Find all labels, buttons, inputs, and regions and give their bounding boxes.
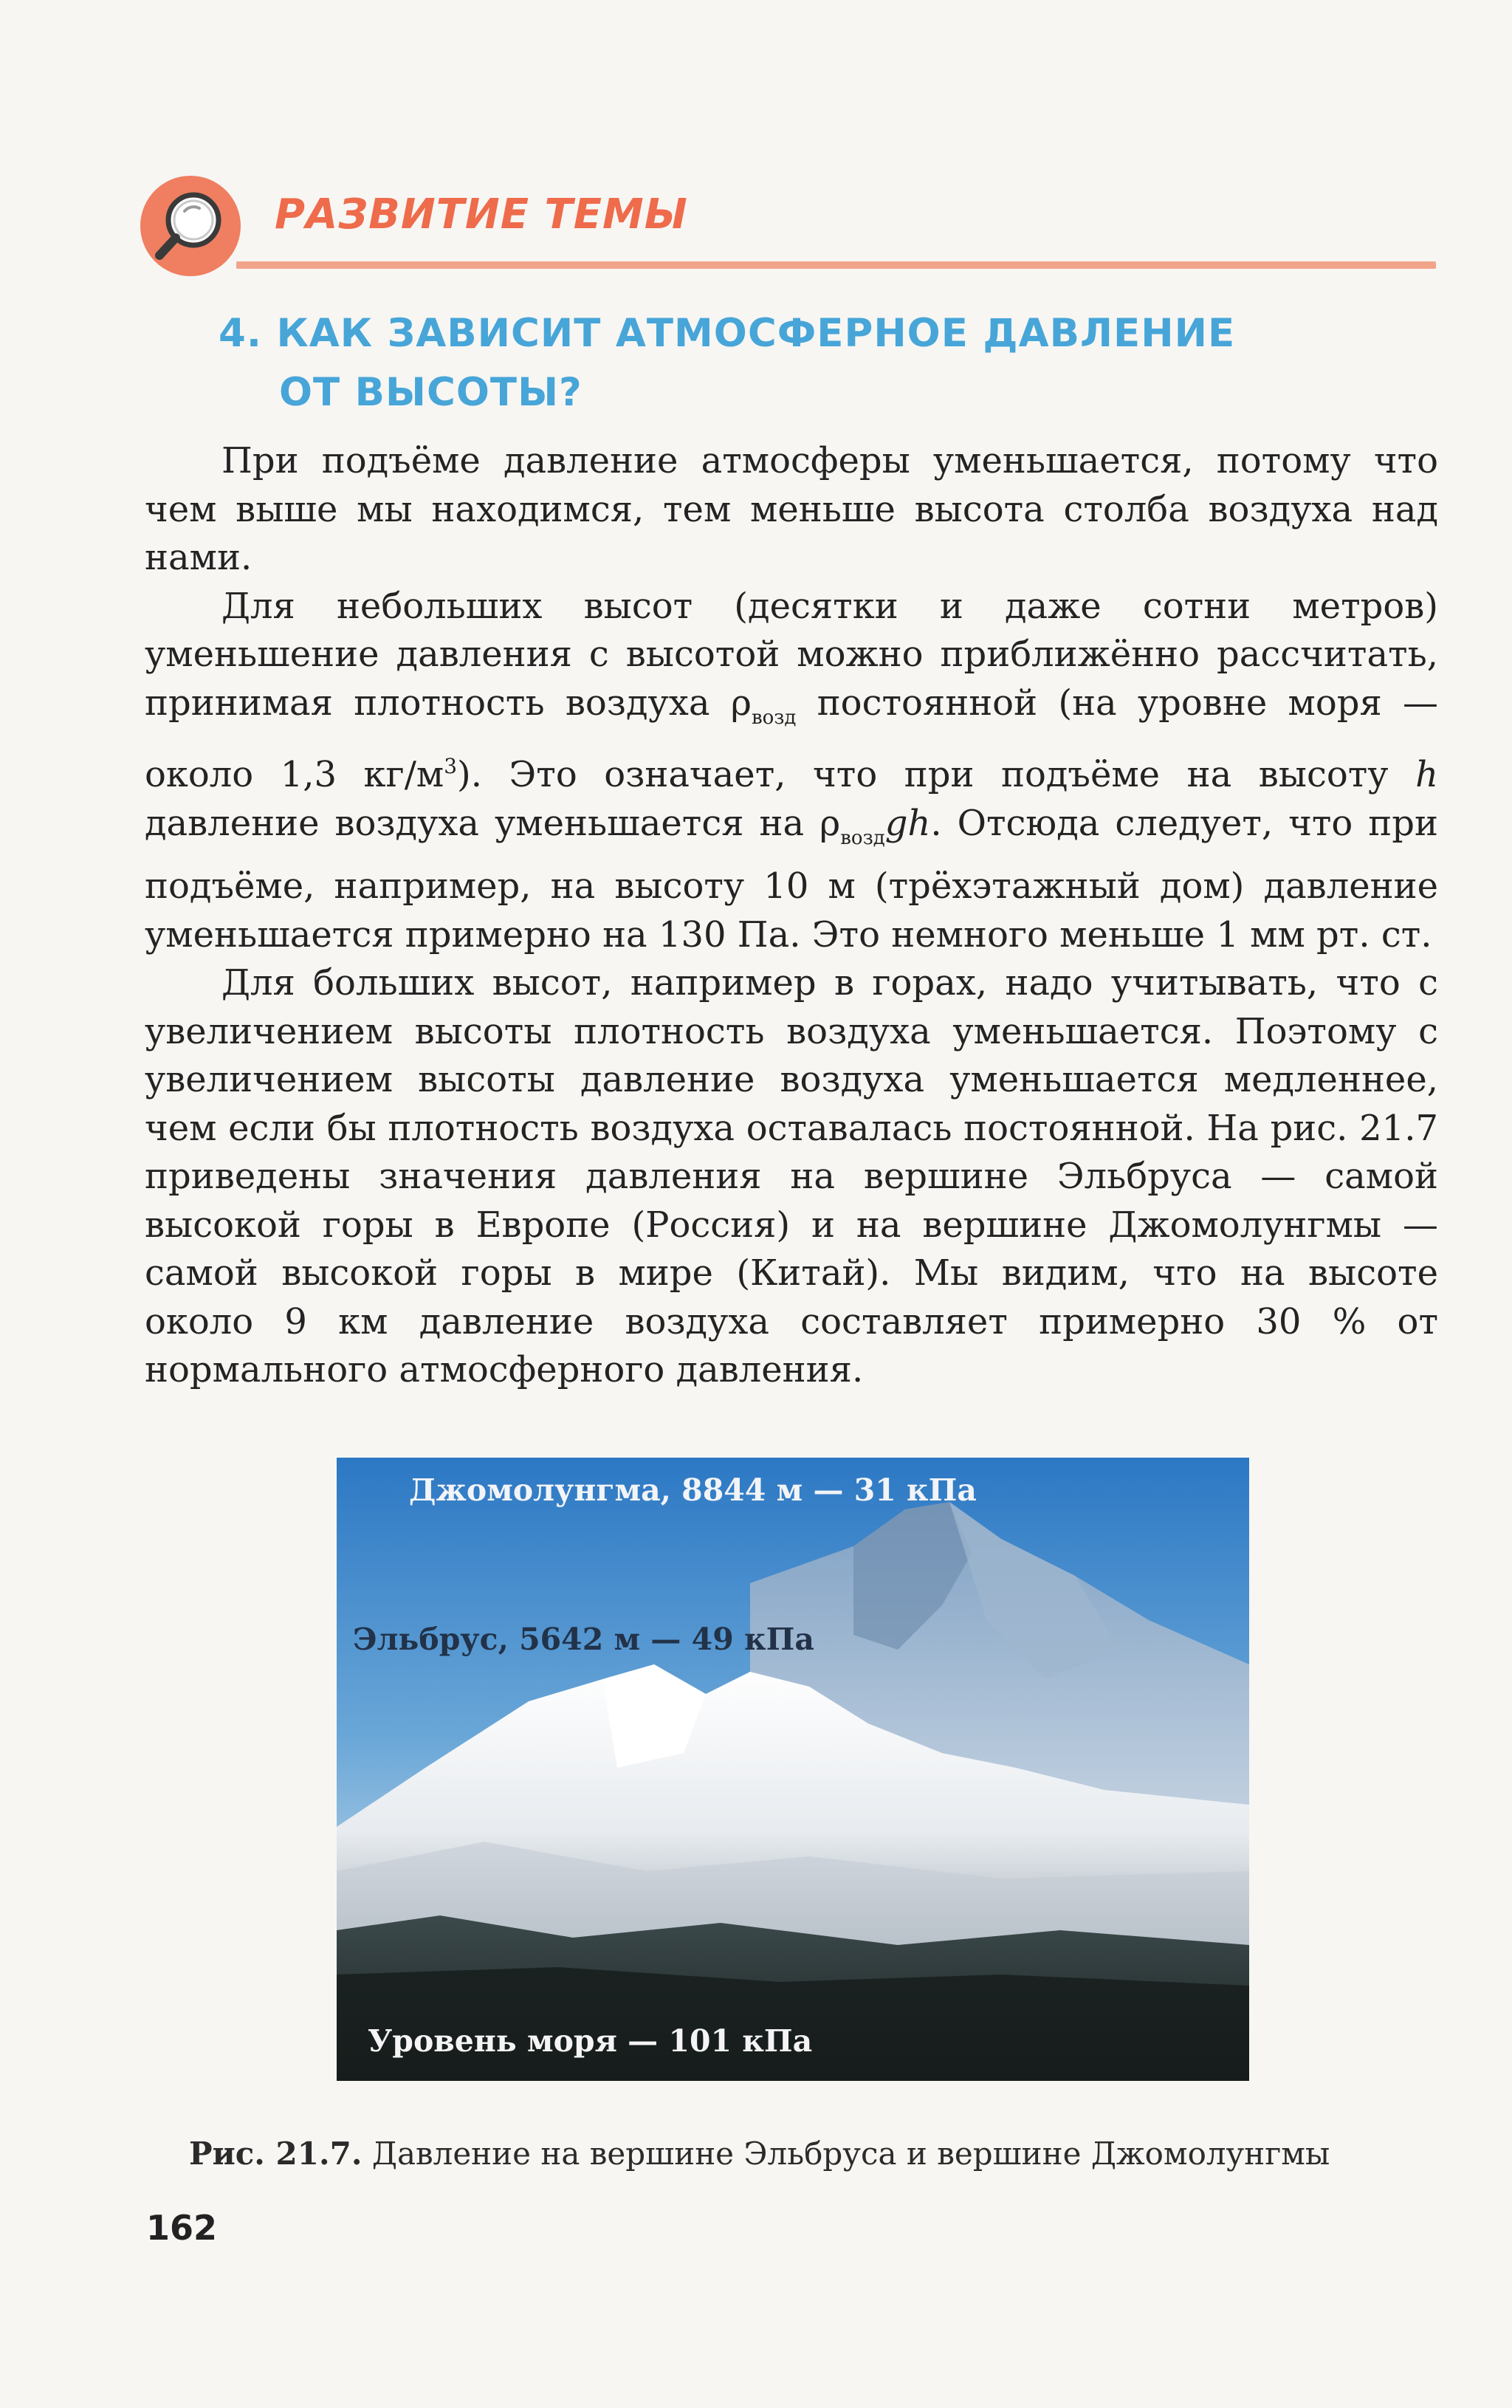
paragraph-2-part-b: постоянной (на уровне моря — около 1,3 кг/м bbox=[145, 682, 1438, 795]
subsection-heading-line1: 4. КАК ЗАВИСИТ АТМОСФЕРНОЕ ДАВЛЕНИЕ bbox=[219, 311, 1236, 356]
paragraph-1: При подъёме давление атмосферы уменьшается, потому что чем выше мы находимся, тем меньше высота столба воздуха над нами. bbox=[145, 440, 1438, 578]
paragraph-2-part-d: давление воздуха уменьшается на ρ bbox=[145, 802, 841, 844]
cube-superscript: 3 bbox=[444, 754, 458, 778]
gh-variable: gh bbox=[884, 802, 931, 844]
rho-subscript-2: возд bbox=[840, 826, 885, 849]
header-divider bbox=[236, 261, 1436, 269]
caption-number: Рис. 21.7. bbox=[189, 2136, 362, 2172]
label-elbrus: Эльбрус, 5642 м — 49 кПа bbox=[353, 1622, 814, 1657]
subsection-heading-line2: ОТ ВЫСОТЫ? bbox=[279, 370, 583, 415]
body-text bbox=[145, 437, 1438, 1395]
figure-mountains bbox=[337, 1458, 1249, 2081]
paragraph-2-part-e: . Отсюда следует, что при подъёме, например, на высоту 10 м (трёхэтажный дом) давление уменьшается примерно на 130 Па. Это немного меньше 1 мм рт. ст. bbox=[145, 802, 1439, 956]
height-variable: h bbox=[1415, 754, 1438, 795]
mountain-photo bbox=[337, 1458, 1249, 2081]
paragraph-2-part-c: ). Это означает, что при подъёме на высоту bbox=[457, 754, 1416, 795]
magnifier-icon bbox=[140, 176, 241, 276]
caption-text: Давление на вершине Эльбруса и вершине Джомолунгмы bbox=[362, 2136, 1330, 2172]
section-header bbox=[140, 176, 1436, 279]
paragraph-2-part-a: Для небольших высот (десятки и даже сотни метров) уменьшение давления с высотой можно приближённо рассчитать, принимая плотность воздуха ρ bbox=[145, 585, 1438, 724]
label-sea-level: Уровень моря — 101 кПа bbox=[368, 2023, 813, 2059]
page-number: 162 bbox=[146, 2208, 218, 2248]
rho-subscript: возд bbox=[751, 706, 797, 729]
label-everest: Джомолунгма, 8844 м — 31 кПа bbox=[409, 1472, 977, 1508]
paragraph-2 bbox=[145, 583, 1438, 960]
subsection-heading bbox=[219, 304, 1400, 422]
section-title: РАЗВИТИЕ ТЕМЫ bbox=[275, 191, 688, 239]
paragraph-3: Для больших высот, например в горах, надо учитывать, что с увеличением высоты плотность воздуха уменьшается. Поэтому с увеличением высоты давление воздуха уменьшается медленнее, чем если бы плотность воздуха оставалась постоянной. На рис. 21.7 приведены значения давления на вершине Эльбруса — самой высокой горы в Европе (Россия) и на вершине Джомолунгмы — самой высокой горы в мире (Китай). Мы видим, что на высоте около 9 км давление воздуха составляет примерно 30 % от нормального атмосферного давления. bbox=[145, 962, 1438, 1390]
figure-caption bbox=[189, 2136, 1415, 2172]
